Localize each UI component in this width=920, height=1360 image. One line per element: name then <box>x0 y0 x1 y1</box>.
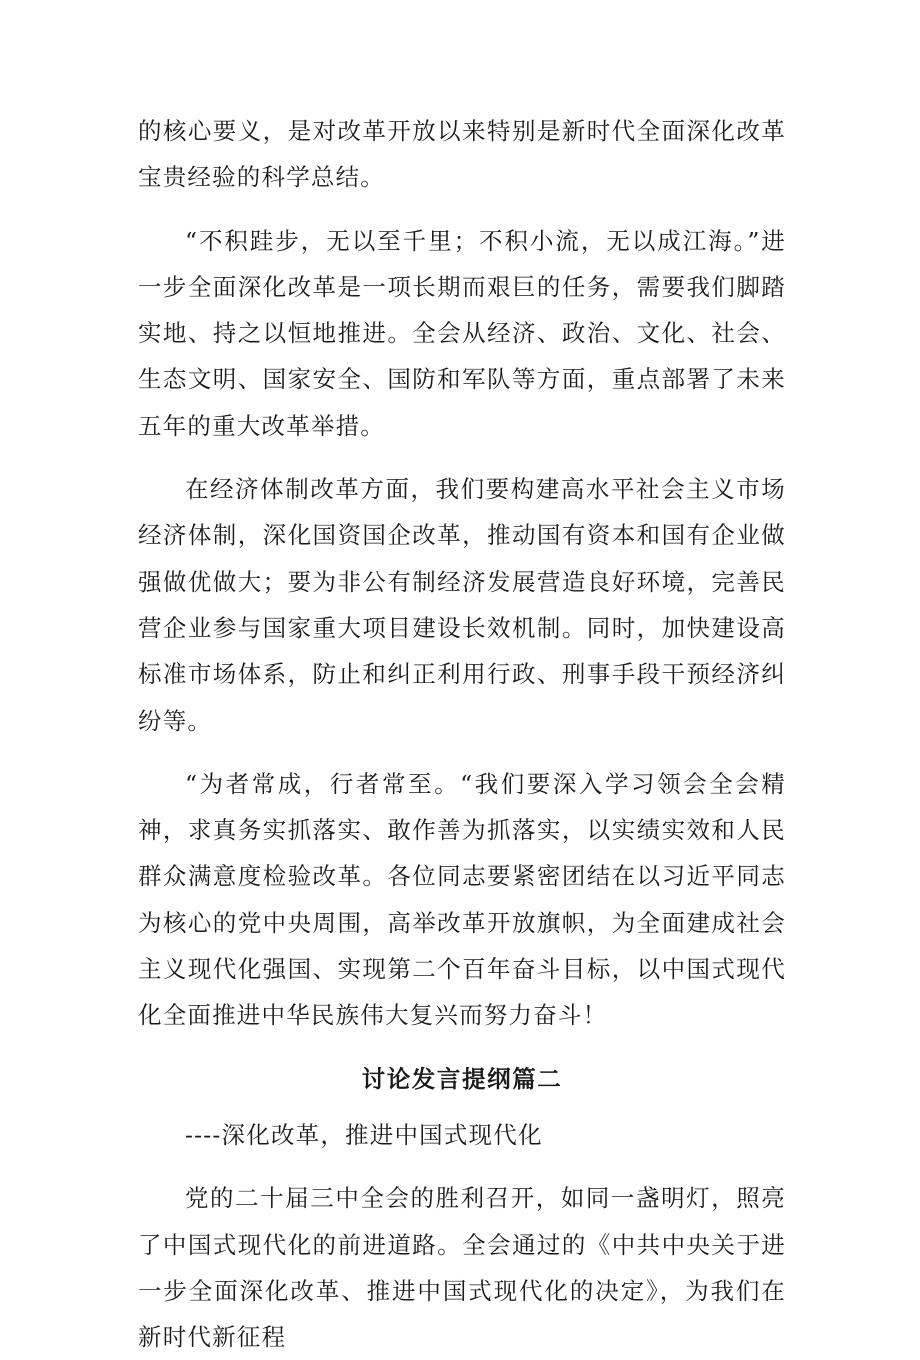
section-heading: 讨论发言提纲篇二 <box>361 1064 563 1093</box>
section-subtitle: ----深化改革，推进中国式现代化 <box>185 1120 543 1149</box>
paragraph-closing-call: “为者常成，行者常至。“我们要深入学习领会全会精神，求真务实抓落实、敢作善为抓落实，以实绩实效和人民群众满意度检验改革。各位同志要紧密团结在以习近平同志为核心的党中央周围，高举改革开放旗帜，为全面建成社会主义现代化强国、实现第二个百年奋斗目标，以中国式现代化全面推进中华民族伟大复兴而努力奋斗！ <box>138 769 786 1030</box>
paragraph-economic-reform: 在经济体制改革方面，我们要构建高水平社会主义市场经济体制，深化国资国企改革，推动国有资本和国有企业做强做优做大；要为非公有制经济发展营造良好环境，完善民营企业参与国家重大项目建设长效机制。同时，加快建设高标准市场体系，防止和纠正利用行政、刑事手段干预经济纠纷等。 <box>138 475 786 735</box>
paragraph-quote-reform: “不积跬步，无以至千里；不积小流，无以成江海。”进一步全面深化改革是一项长期而艰巨的任务，需要我们脚踏实地、持之以恒地推进。全会从经济、政治、文化、社会、生态文明、国家安全、国防和军队等方面，重点部署了未来五年的重大改革举措。 <box>138 226 786 440</box>
document-page <box>138 108 786 1360</box>
paragraph-continued: 的核心要义，是对改革开放以来特别是新时代全面深化改革宝贵经验的科学总结。 <box>138 117 786 192</box>
paragraph-section-intro: 党的二十届三中全会的胜利召开，如同一盏明灯，照亮了中国式现代化的前进道路。全会通过的《中共中央关于进一步全面深化改革、推进中国式现代化的决定》，为我们在新时代新征程 <box>138 1184 786 1352</box>
